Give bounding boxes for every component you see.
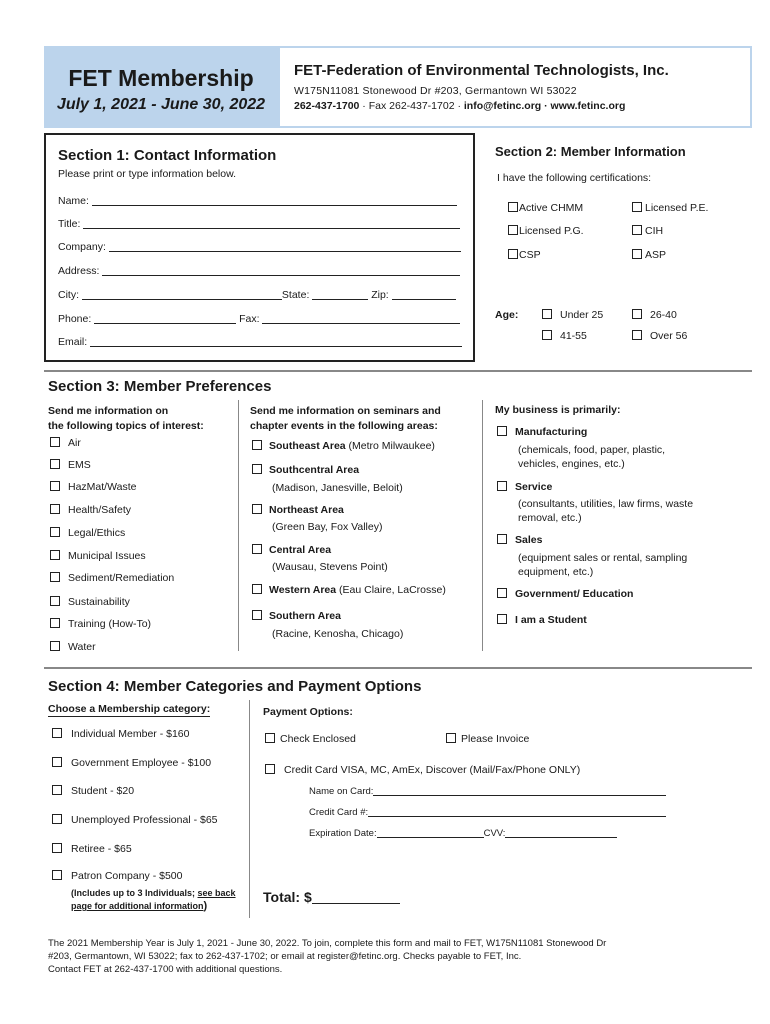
org-fax: · Fax 262-437-1702 · <box>359 100 464 112</box>
section4-divider <box>44 667 752 669</box>
name-on-card-row: Name on Card: <box>309 785 666 797</box>
section3-title: Section 3: Member Preferences <box>48 378 272 395</box>
business-student[interactable]: I am a Student <box>497 614 587 626</box>
org-email-web: info@fetinc.org · www.fetinc.org <box>463 100 626 112</box>
business-government[interactable]: Government/ Education <box>497 588 633 600</box>
email-field[interactable] <box>90 336 462 347</box>
age-41-55[interactable]: 41-55 <box>542 330 587 342</box>
section2-title: Section 2: Member Information <box>495 144 686 159</box>
area-northeast-detail: (Green Bay, Fox Valley) <box>272 521 383 533</box>
contact-info-section <box>44 133 475 362</box>
area-central-detail: (Wausau, Stevens Point) <box>272 561 388 573</box>
header-title-box <box>44 46 278 128</box>
cat-government[interactable]: Government Employee - $100 <box>52 757 211 769</box>
topic-municipal[interactable]: Municipal Issues <box>50 550 146 562</box>
address-field[interactable] <box>102 265 460 276</box>
org-name: FET-Federation of Environmental Technologists, Inc. <box>294 62 669 79</box>
state-label: State: <box>281 289 310 301</box>
card-number-field[interactable] <box>368 806 666 817</box>
card-number-row: Credit Card #: <box>309 806 666 818</box>
membership-dates: July 1, 2021 - June 30, 2022 <box>56 96 266 113</box>
title-row <box>58 218 460 230</box>
pay-invoice[interactable]: Please Invoice <box>446 733 529 745</box>
area-central[interactable]: Central Area <box>252 544 331 556</box>
email-row <box>58 336 462 348</box>
additional-info-link[interactable]: page for additional information <box>71 901 204 911</box>
pay-credit-card[interactable]: Credit Card VISA, MC, AmEx, Discover (Mail/Fax/Phone ONLY) <box>265 764 580 776</box>
cat-student[interactable]: Student - $20 <box>52 785 134 797</box>
cvv-field[interactable] <box>505 827 617 838</box>
fax-field[interactable] <box>262 313 460 324</box>
topic-hazmat[interactable]: HazMat/Waste <box>50 481 136 493</box>
business-sales-detail: (equipment sales or rental, sampling equipment, etc.) <box>518 552 688 578</box>
name-on-card-field[interactable] <box>373 785 666 796</box>
category-heading: Choose a Membership category: <box>48 703 211 715</box>
pay-check[interactable]: Check Enclosed <box>265 733 356 745</box>
cert-licensed-pe[interactable]: Licensed P.E. <box>632 202 708 214</box>
company-label: Company: <box>58 241 106 253</box>
company-row <box>58 241 461 253</box>
cat-unemployed[interactable]: Unemployed Professional - $65 <box>52 814 218 826</box>
topic-training[interactable]: Training (How-To) <box>50 618 151 630</box>
email-label: Email: <box>58 336 88 348</box>
col-divider-1 <box>238 400 239 651</box>
city-label: City: <box>58 289 79 301</box>
business-manufacturing[interactable]: Manufacturing <box>497 426 587 438</box>
area-southeast[interactable]: Southeast Area (Metro Milwaukee) <box>252 440 435 452</box>
name-field[interactable] <box>92 195 457 206</box>
topic-sustainability[interactable]: Sustainability <box>50 596 130 608</box>
fax-label: Fax: <box>239 313 260 325</box>
business-service-detail: (consultants, utilities, law firms, waste removal, etc.) <box>518 498 694 524</box>
area-southern[interactable]: Southern Area <box>252 610 341 622</box>
topic-ems[interactable]: EMS <box>50 459 91 471</box>
name-row <box>58 195 457 207</box>
payment-heading: Payment Options: <box>263 706 353 718</box>
age-over-56[interactable]: Over 56 <box>632 330 687 342</box>
topic-water[interactable]: Water <box>50 641 96 653</box>
patron-note: (Includes up to 3 Individuals; see back page for additional information) <box>71 888 236 912</box>
business-sales[interactable]: Sales <box>497 534 542 546</box>
topics-heading: Send me information on the following topics of interest: <box>48 405 204 432</box>
phone-label: Phone: <box>58 313 92 325</box>
section3-divider <box>44 370 752 372</box>
org-phone: 262-437-1700 <box>294 100 360 112</box>
cert-licensed-pg[interactable]: Licensed P.G. <box>508 225 584 237</box>
area-southern-detail: (Racine, Kenosha, Chicago) <box>272 628 404 640</box>
cert-cih[interactable]: CIH <box>632 225 663 237</box>
area-southcentral[interactable]: Southcentral Area <box>252 464 359 476</box>
cert-csp[interactable]: CSP <box>508 249 541 261</box>
col-divider-3 <box>249 700 250 918</box>
areas-heading: Send me information on seminars and chapter events in the following areas: <box>250 405 441 432</box>
address-label: Address: <box>58 265 100 277</box>
header-org-box <box>278 46 752 128</box>
org-address: W175N11081 Stonewood Dr #203, Germantown WI 53022 <box>294 85 577 97</box>
zip-field[interactable] <box>392 289 456 300</box>
area-western[interactable]: Western Area (Eau Claire, LaCrosse) <box>252 584 446 596</box>
city-field[interactable] <box>82 289 282 300</box>
address-row <box>58 265 460 277</box>
title-label: Title: <box>58 218 81 230</box>
footer-note: The 2021 Membership Year is July 1, 2021 - June 30, 2022. To join, complete this form and mail to FET, W175N11081 Stonewood Dr #203, Germantown, WI 53022; fax to 262-437-1702; or email at register@fetinc.org. Checks payable to FET, Inc. Contact FET at 262-437-1700 with additional questions. <box>48 938 607 975</box>
zip-label: Zip: <box>371 289 389 301</box>
age-label: Age: <box>495 309 519 321</box>
area-northeast[interactable]: Northeast Area <box>252 504 344 516</box>
topic-legal-ethics[interactable]: Legal/Ethics <box>50 527 125 539</box>
section4-title: Section 4: Member Categories and Payment Options <box>48 678 422 695</box>
age-26-40[interactable]: 26-40 <box>632 309 677 321</box>
total-field[interactable] <box>312 891 400 904</box>
see-back-link[interactable]: see back <box>197 888 236 898</box>
section1-note: Please print or type information below. <box>58 168 237 180</box>
cert-active-chmm[interactable]: Active CHMM <box>508 202 583 214</box>
topic-air[interactable]: Air <box>50 437 81 449</box>
section1-title: Section 1: Contact Information <box>58 147 277 164</box>
cat-individual[interactable]: Individual Member - $160 <box>52 728 189 740</box>
topic-sediment[interactable]: Sediment/Remediation <box>50 572 174 584</box>
org-contact <box>294 100 750 112</box>
phone-row <box>58 313 460 325</box>
title-field[interactable] <box>83 218 460 229</box>
name-label: Name: <box>58 195 89 207</box>
cert-asp[interactable]: ASP <box>632 249 666 261</box>
state-field[interactable] <box>312 289 368 300</box>
cat-retiree[interactable]: Retiree - $65 <box>52 843 132 855</box>
city-row <box>58 289 456 301</box>
business-heading: My business is primarily: <box>495 404 621 416</box>
expiration-field[interactable] <box>377 827 484 838</box>
col-divider-2 <box>482 400 483 651</box>
age-under-25[interactable]: Under 25 <box>542 309 603 321</box>
total-row: Total: $ <box>263 889 400 905</box>
topic-health-safety[interactable]: Health/Safety <box>50 504 131 516</box>
area-southcentral-detail: (Madison, Janesville, Beloit) <box>272 482 403 494</box>
cat-patron[interactable]: Patron Company - $500 <box>52 870 182 882</box>
phone-field[interactable] <box>94 313 236 324</box>
business-service[interactable]: Service <box>497 481 552 493</box>
section2-sub: I have the following certifications: <box>497 172 652 184</box>
form-title: FET Membership <box>68 65 254 91</box>
business-manufacturing-detail: (chemicals, food, paper, plastic, vehicles, engines, etc.) <box>518 444 666 470</box>
expiration-row: Expiration Date: CVV: <box>309 827 617 839</box>
company-field[interactable] <box>109 241 461 252</box>
